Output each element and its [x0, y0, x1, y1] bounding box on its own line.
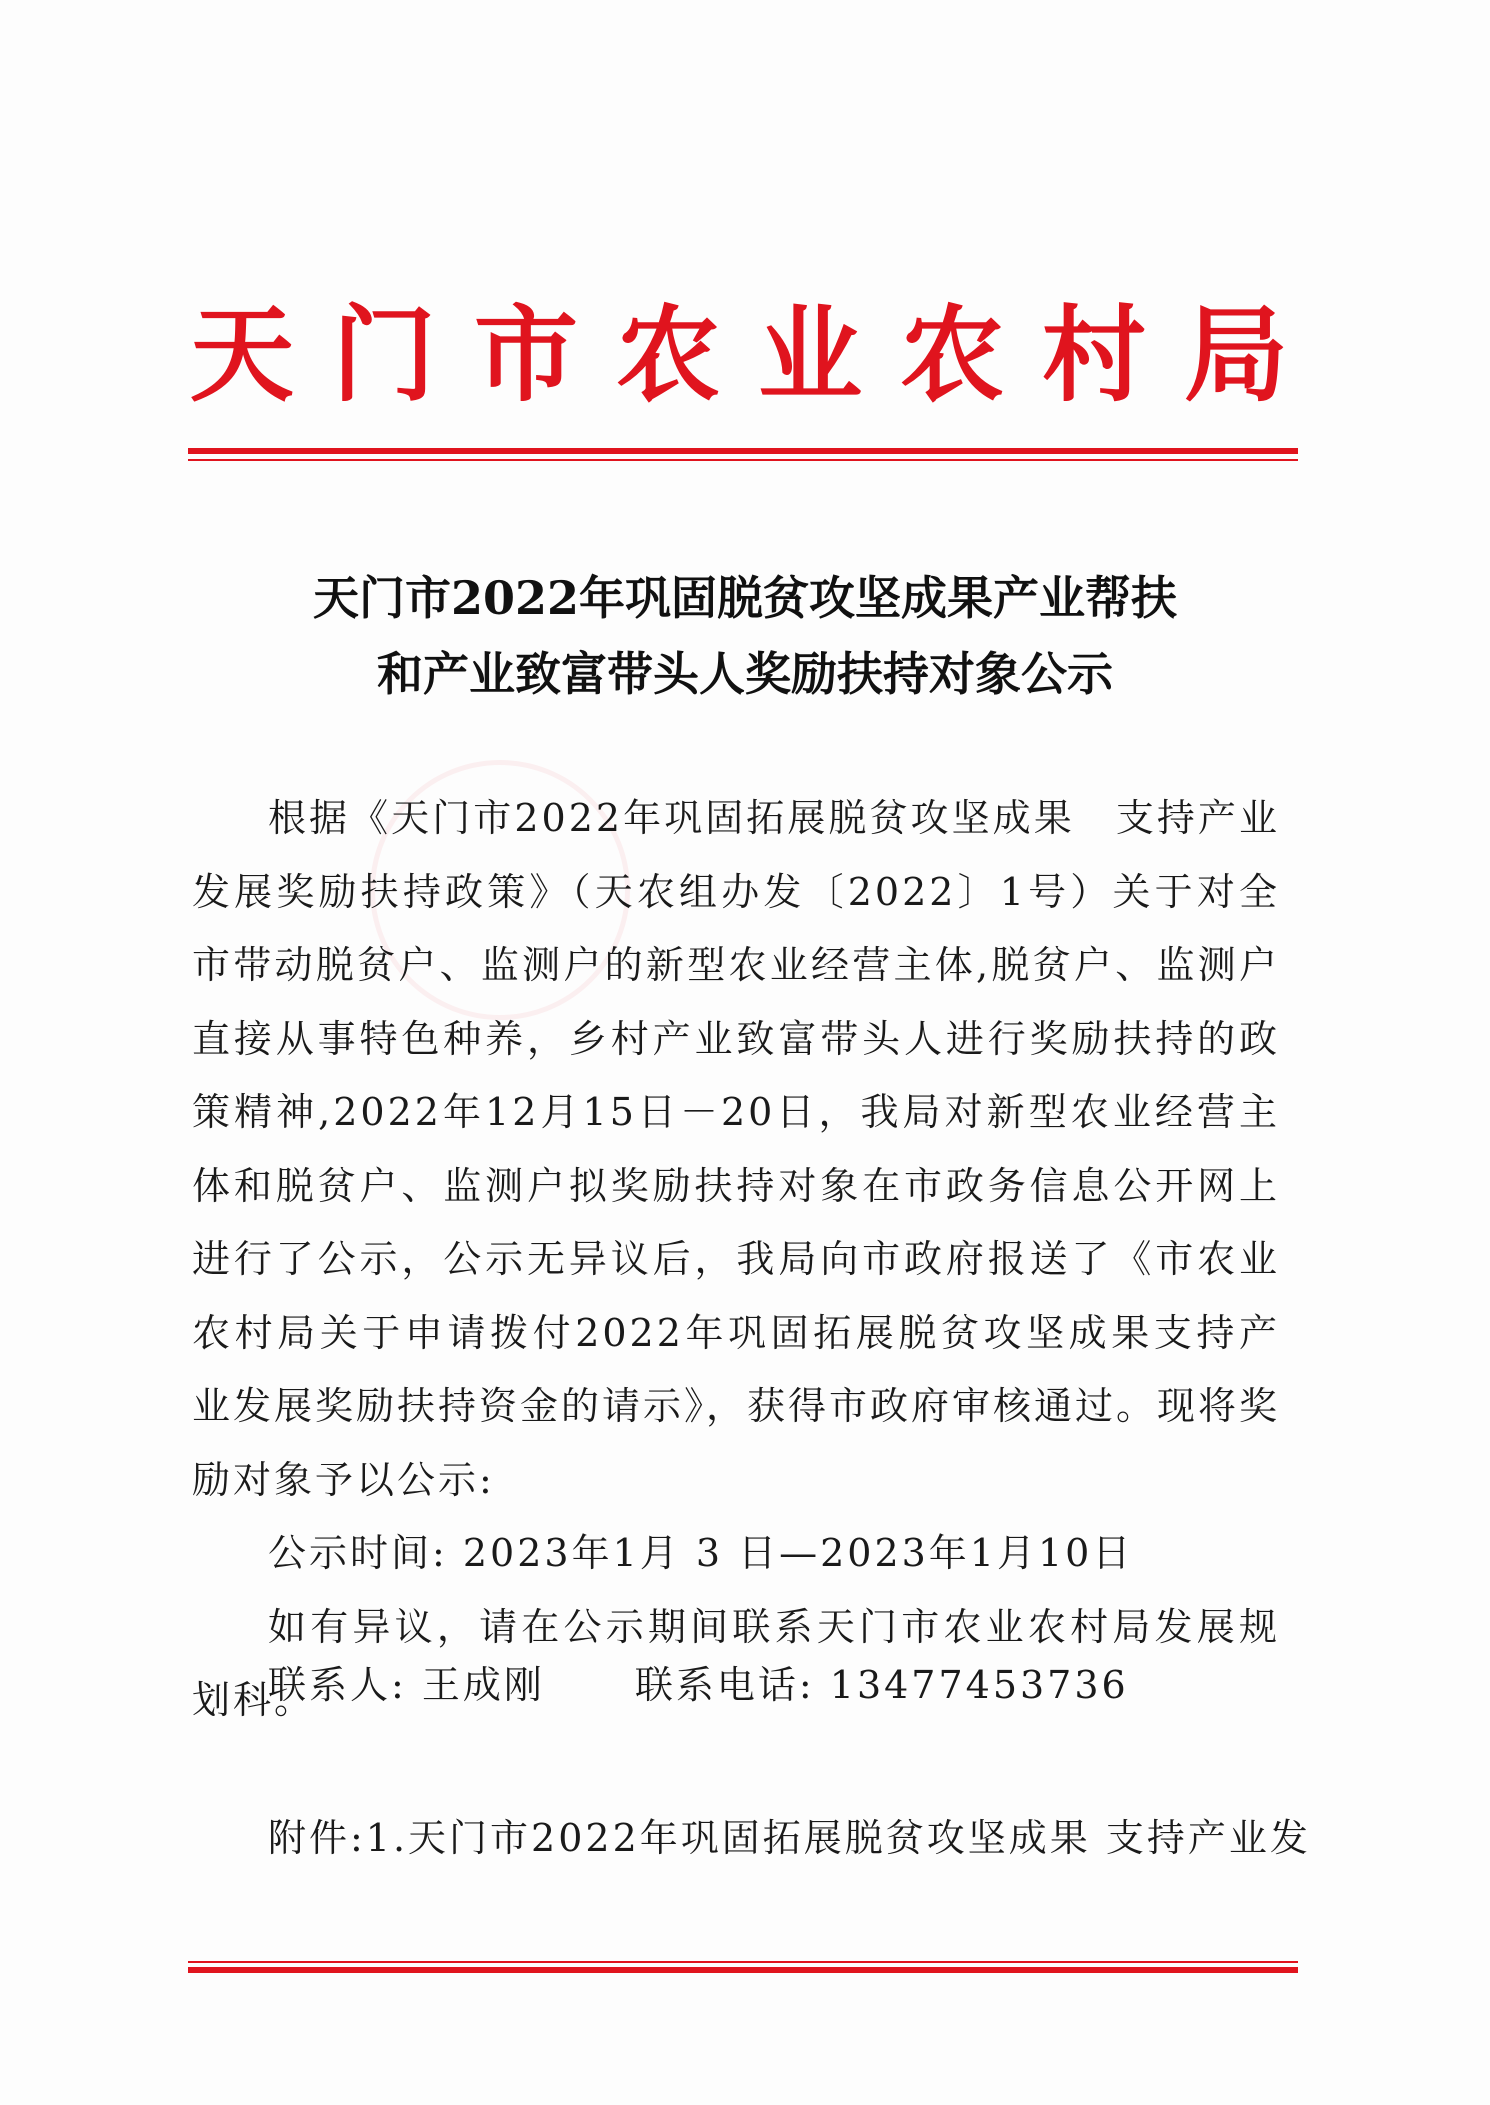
contact-line	[268, 1655, 1129, 1715]
agency-masthead: 天门市农业农村局	[190, 293, 1327, 416]
title-line-2: 和产业致富带头人奖励扶持对象公示	[377, 647, 1113, 701]
contact-phone: 联系电话: 13477453736	[634, 1663, 1129, 1707]
header-divider-thin	[188, 459, 1298, 461]
attachment-line: 附件:1.天门市2022年巩固拓展脱贫攻坚成果 支持产业发	[268, 1816, 1311, 1860]
body-paragraph-objection: 如有异议，请在公示期间联系天门市农业农村局发展规划科。	[192, 1604, 1280, 1722]
body-paragraph-main: 根据《天门市2022年巩固拓展脱贫攻坚成果 支持产业发展奖励扶持政策》（天农组办发〔2022〕1号）关于对全市带动脱贫户、监测户的新型农业经营主体,脱贫户、监测户直接从事特色种养，乡村产业致富带头人进行奖励扶持的政策精神,2022年12月15日－20日，我局对新型农业经营主体和脱贫户、监测户拟奖励扶持对象在市政务信息公开网上进行了公示，公示无异议后，我局向市政府报送了《市农业农村局关于申请拨付2022年巩固拓展脱贫攻坚成果支持产业发展奖励扶持资金的请示》，获得市政府审核通过。现将奖励对象予以公示:	[192, 796, 1281, 1502]
contact-person: 联系人: 王成刚	[268, 1663, 545, 1707]
footer-divider-thick	[188, 1967, 1298, 1973]
footer-divider-thin	[188, 1961, 1298, 1963]
document-body	[192, 782, 1280, 1738]
document-title	[190, 560, 1300, 712]
body-paragraph-period: 公示时间: 2023年1月 3 日—2023年1月10日	[268, 1531, 1134, 1575]
header-divider-thick	[188, 448, 1298, 454]
title-line-1: 天门市2022年巩固脱贫攻坚成果产业帮扶	[312, 571, 1178, 625]
